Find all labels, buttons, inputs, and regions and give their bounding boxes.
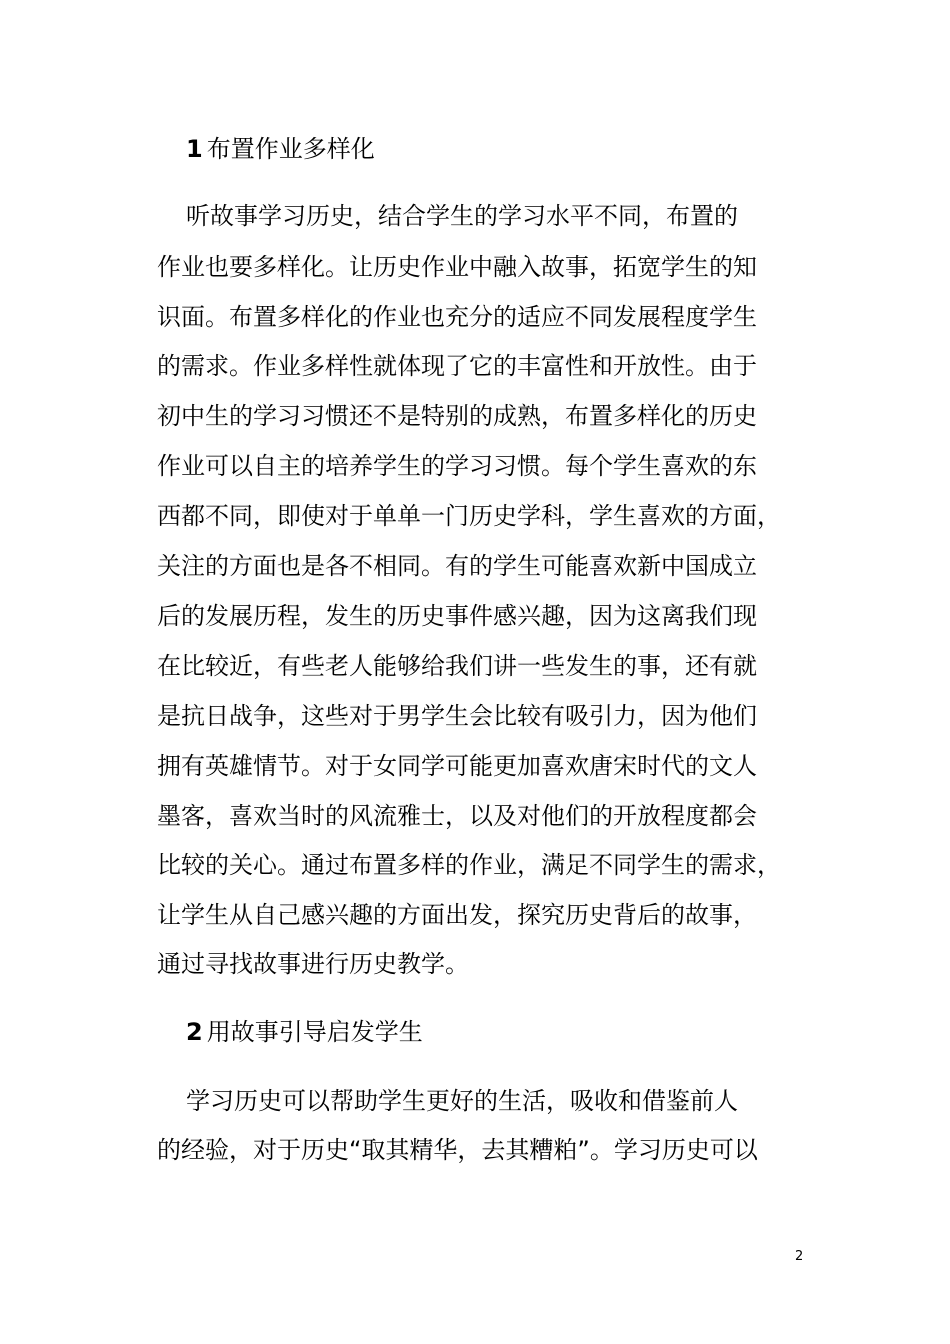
paragraph-line: 后的发展历程，发生的历史事件感兴趣，因为这离我们现 — [157, 602, 757, 630]
paragraph-line: 是抗日战争，这些对于男学生会比较有吸引力，因为他们 — [157, 702, 757, 730]
paragraph-line: 的经验，对于历史“取其精华，去其糟粕”。学习历史可以 — [157, 1136, 758, 1164]
paragraph-line: 拥有英雄情节。对于女同学可能更加喜欢唐宋时代的文人 — [157, 752, 757, 780]
paragraph-line: 初中生的学习习惯还不是特别的成熟，布置多样化的历史 — [157, 402, 757, 430]
section-1-number: 1 — [186, 135, 203, 163]
page-number: 2 — [795, 1249, 804, 1264]
paragraph-line: 关注的方面也是各不相同。有的学生可能喜欢新中国成立 — [157, 552, 757, 580]
section-1-title: 布置作业多样化 — [206, 135, 375, 163]
paragraph-line: 听故事学习历史，结合学生的学习水平不同，布置的 — [186, 202, 738, 230]
paragraph-line: 西都不同，即使对于单单一门历史学科，学生喜欢的方面， — [157, 502, 781, 530]
paragraph-line: 的需求。作业多样性就体现了它的丰富性和开放性。由于 — [157, 352, 757, 380]
paragraph-line: 让学生从自己感兴趣的方面出发，探究历史背后的故事， — [157, 901, 757, 929]
paragraph-line: 比较的关心。通过布置多样的作业，满足不同学生的需求， — [157, 851, 781, 879]
paragraph-line: 在比较近，有些老人能够给我们讲一些发生的事，还有就 — [157, 652, 757, 680]
paragraph-line: 墨客，喜欢当时的风流雅士，以及对他们的开放程度都会 — [157, 802, 757, 830]
section-2-number: 2 — [186, 1018, 203, 1046]
paragraph-line: 作业也要多样化。让历史作业中融入故事，拓宽学生的知 — [157, 253, 757, 281]
paragraph-line: 识面。布置多样化的作业也充分的适应不同发展程度学生 — [157, 303, 757, 331]
paragraph-line: 通过寻找故事进行历史教学。 — [157, 950, 469, 978]
section-2-heading — [186, 1017, 423, 1047]
paragraph-line: 学习历史可以帮助学生更好的生活，吸收和借鉴前人 — [186, 1087, 738, 1115]
paragraph-line: 作业可以自主的培养学生的学习习惯。每个学生喜欢的东 — [157, 452, 757, 480]
section-1-heading — [186, 134, 375, 164]
section-2-title: 用故事引导启发学生 — [206, 1018, 423, 1046]
